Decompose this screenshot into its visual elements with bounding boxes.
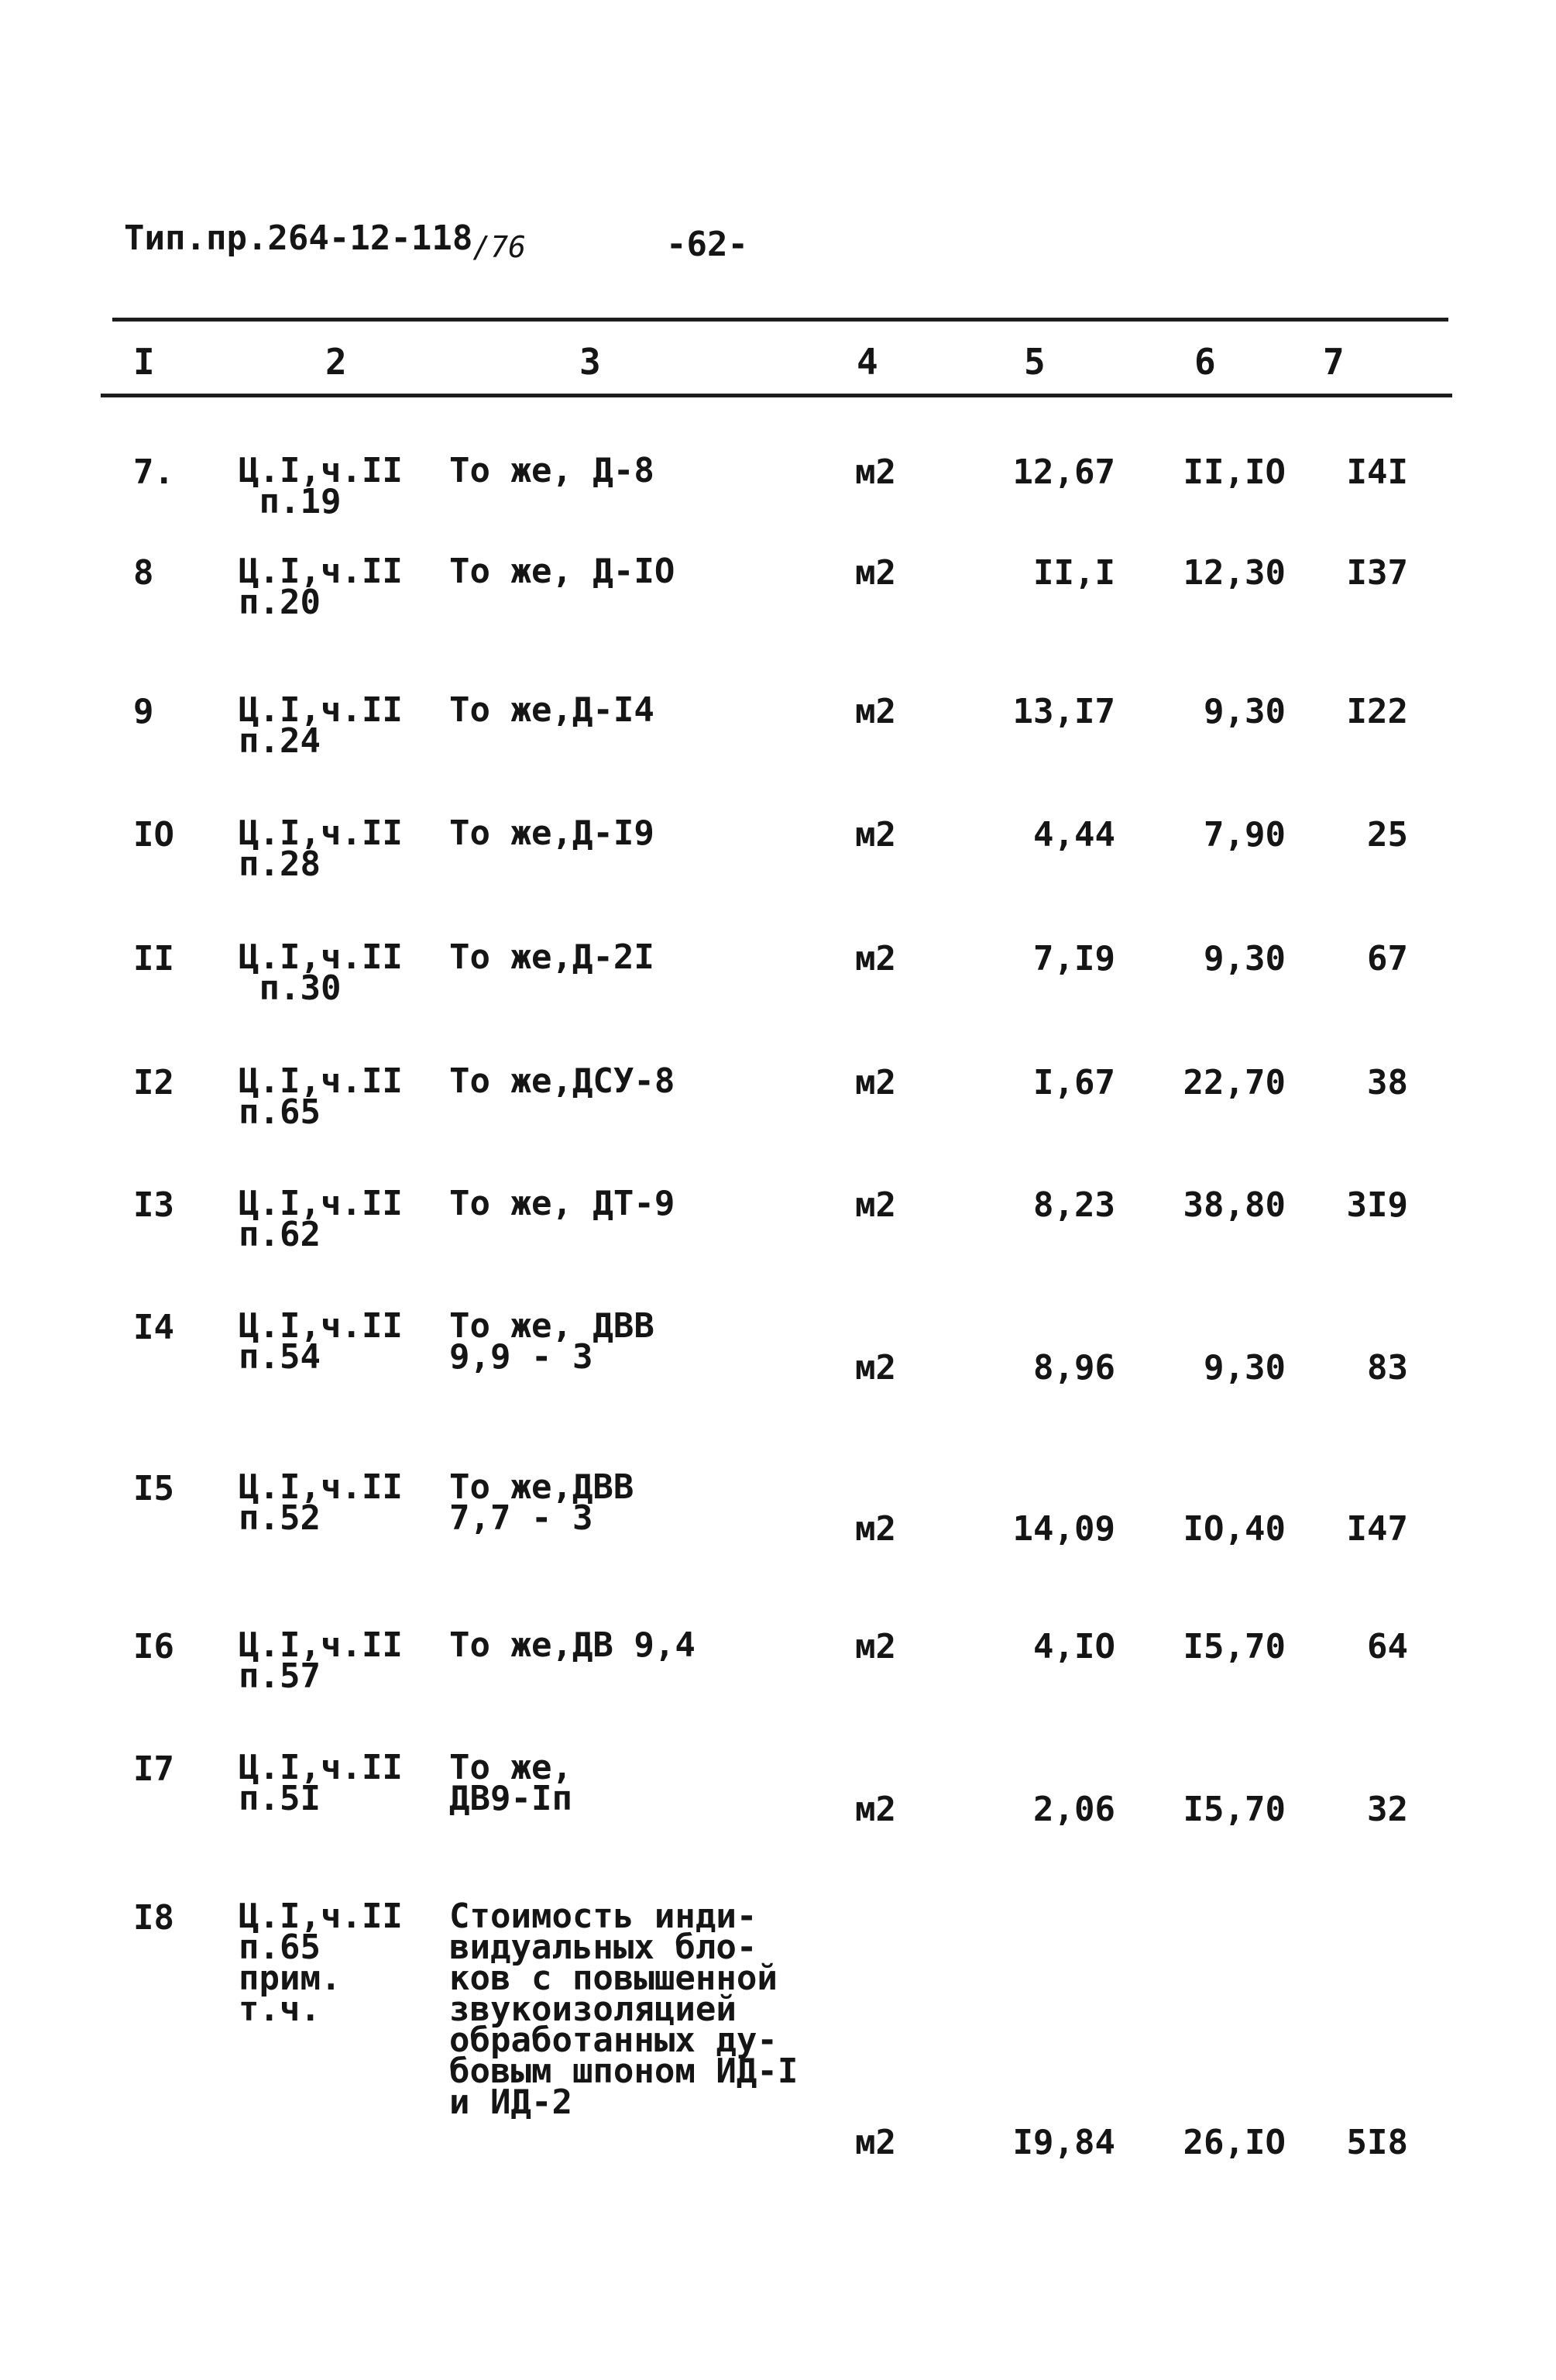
row-col6-value: 9,30 (1204, 692, 1286, 731)
row-col7-value: I47 (1346, 1509, 1408, 1549)
row-col5-value: 12,67 (1012, 452, 1115, 492)
table-top-rule (112, 318, 1448, 322)
row-col6-value: IO,40 (1183, 1509, 1286, 1549)
row-reference: Ц.I,ч.II п.24 (239, 690, 403, 761)
document-header (124, 218, 748, 264)
row-col7-value: 25 (1367, 815, 1408, 855)
row-col6-value: I5,70 (1183, 1627, 1286, 1666)
row-reference: Ц.I,ч.II п.52 (239, 1467, 403, 1538)
row-col7-value: I4I (1346, 452, 1408, 492)
column-header-7: 7 (1323, 341, 1345, 383)
row-unit: м2 (855, 692, 896, 731)
column-header-1: I (133, 341, 155, 383)
row-reference: Ц.I,ч.II п.30 (239, 937, 403, 1008)
row-description: Стоимость инди- видуальных бло- ков с повышенной звукоизоляцией обработанных ду- бовым шпоном ИД-I и ИД-2 (449, 1897, 799, 2122)
column-header-3: 3 (579, 341, 601, 383)
row-reference: Ц.I,ч.II п.28 (239, 813, 403, 884)
row-description: То же,Д-2I (449, 937, 654, 977)
row-col7-value: 83 (1367, 1348, 1408, 1388)
row-col5-value: II,I (1033, 553, 1115, 593)
document-reference: Тип.пр.264-12-118 (124, 218, 473, 258)
row-col5-value: 8,23 (1033, 1185, 1115, 1225)
row-unit: м2 (855, 1790, 896, 1829)
column-header-4: 4 (857, 341, 878, 383)
row-number: IO (133, 815, 174, 855)
row-unit: м2 (855, 1185, 896, 1225)
row-col5-value: 14,09 (1012, 1509, 1115, 1549)
row-unit: м2 (855, 2123, 896, 2162)
row-description: То же, Д-IO (449, 552, 675, 591)
row-col5-value: I,67 (1033, 1063, 1115, 1102)
row-description: То же,ДВВ 7,7 - 3 (449, 1467, 634, 1538)
row-description: То же, ДТ-9 (449, 1184, 675, 1223)
row-col6-value: 9,30 (1204, 939, 1286, 978)
row-description: То же,Д-I4 (449, 690, 654, 730)
row-number: I3 (133, 1185, 174, 1225)
row-reference: Ц.I,ч.II п.62 (239, 1184, 403, 1254)
column-header-6: 6 (1194, 341, 1216, 383)
row-col5-value: 7,I9 (1033, 939, 1115, 978)
row-description: То же, Д-8 (449, 451, 654, 490)
row-description: То же,Д-I9 (449, 813, 654, 853)
row-number: I6 (133, 1627, 174, 1666)
row-col7-value: 38 (1367, 1063, 1408, 1102)
row-reference: Ц.I,ч.II п.20 (239, 552, 403, 622)
row-number: 8 (133, 553, 154, 593)
row-col6-value: 9,30 (1204, 1348, 1286, 1388)
document-reference-suffix: /76 (472, 230, 526, 264)
row-description: То же,ДСУ-8 (449, 1061, 675, 1101)
row-col6-value: 26,IO (1183, 2123, 1286, 2162)
row-col6-value: 22,70 (1183, 1063, 1286, 1102)
row-col7-value: 32 (1367, 1790, 1408, 1829)
row-col7-value: I37 (1346, 553, 1408, 593)
row-col6-value: I5,70 (1183, 1790, 1286, 1829)
row-col6-value: 7,90 (1204, 815, 1286, 855)
row-description: То же, ДВ9-Iп (449, 1748, 572, 1818)
row-col5-value: 4,44 (1033, 815, 1115, 855)
row-number: 7. (133, 452, 174, 492)
row-col6-value: 12,30 (1183, 553, 1286, 593)
row-unit: м2 (855, 553, 896, 593)
row-col7-value: 64 (1367, 1627, 1408, 1666)
row-number: II (133, 939, 174, 978)
row-number: I7 (133, 1749, 174, 1789)
row-description: То же,ДВ 9,4 (449, 1625, 696, 1665)
table-header-rule (101, 394, 1452, 397)
row-unit: м2 (855, 452, 896, 492)
row-number: I4 (133, 1308, 174, 1347)
row-col7-value: 67 (1367, 939, 1408, 978)
row-number: I2 (133, 1063, 174, 1102)
row-col7-value: 3I9 (1346, 1185, 1408, 1225)
row-reference: Ц.I,ч.II п.65 (239, 1061, 403, 1132)
row-unit: м2 (855, 1348, 896, 1388)
row-reference: Ц.I,ч.II п.65 прим. т.ч. (239, 1897, 403, 2029)
page-number: -62- (666, 225, 748, 264)
row-unit: м2 (855, 815, 896, 855)
row-col5-value: 4,IO (1033, 1627, 1115, 1666)
row-col5-value: I9,84 (1012, 2123, 1115, 2162)
row-number: I8 (133, 1898, 174, 1938)
column-header-2: 2 (325, 341, 347, 383)
row-reference: Ц.I,ч.II п.57 (239, 1625, 403, 1696)
row-col5-value: 13,I7 (1012, 692, 1115, 731)
row-unit: м2 (855, 1627, 896, 1666)
row-number: I5 (133, 1469, 174, 1508)
row-col7-value: I22 (1346, 692, 1408, 731)
row-reference: Ц.I,ч.II п.19 (239, 451, 403, 521)
row-unit: м2 (855, 1509, 896, 1549)
row-description: То же, ДВВ 9,9 - 3 (449, 1306, 654, 1377)
row-col6-value: 38,80 (1183, 1185, 1286, 1225)
column-header-5: 5 (1024, 341, 1046, 383)
row-col5-value: 8,96 (1033, 1348, 1115, 1388)
row-reference: Ц.I,ч.II п.54 (239, 1306, 403, 1377)
row-reference: Ц.I,ч.II п.5I (239, 1748, 403, 1818)
row-col7-value: 5I8 (1346, 2123, 1408, 2162)
row-unit: м2 (855, 1063, 896, 1102)
row-number: 9 (133, 692, 154, 731)
row-unit: м2 (855, 939, 896, 978)
row-col6-value: II,IO (1183, 452, 1286, 492)
row-col5-value: 2,06 (1033, 1790, 1115, 1829)
